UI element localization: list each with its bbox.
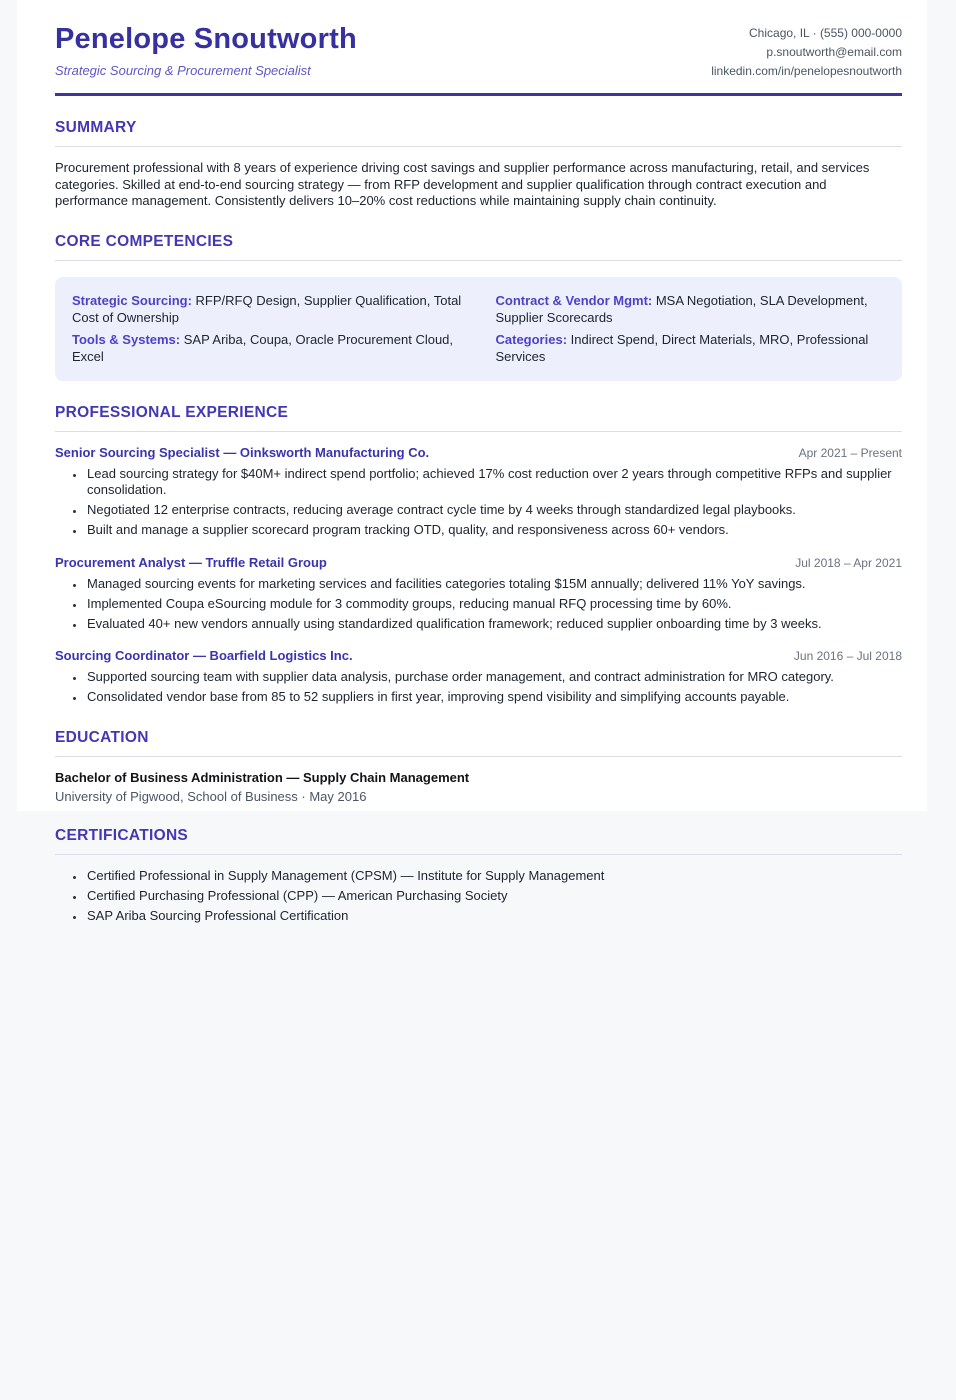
- job-entry: [55, 445, 902, 539]
- job-bullet: • Negotiated 12 enterprise contracts, reducing average contract cycle time by 4 weeks through standardized legal playbooks.: [85, 502, 902, 519]
- job-entry: [55, 555, 902, 633]
- header-divider: [55, 93, 902, 96]
- competency-value: SAP Ariba, Coupa, Oracle Procurement Cloud, Excel: [72, 331, 454, 364]
- education-degree: Bachelor of Business Administration — Supply Chain Management: [55, 769, 470, 785]
- section-education: [55, 729, 902, 804]
- resume-header: [55, 22, 902, 96]
- candidate-name: Penelope Snoutworth: [55, 23, 357, 55]
- competency-label: Categories:: [495, 331, 568, 347]
- education-school: University of Pigwood, School of Business · May 2016: [55, 788, 367, 804]
- section-experience: [55, 404, 902, 706]
- competency-value: MSA Negotiation, SLA Development, Supplier Scorecards: [495, 292, 868, 325]
- job-bullet: • Managed sourcing events for marketing services and facilities categories totaling $15M annually; delivered 11% YoY savings.: [85, 576, 902, 593]
- job-bullet: • Supported sourcing team with supplier data analysis, purchase order management, and contract administration for MRO category.: [85, 669, 902, 686]
- competencies-heading: CORE COMPETENCIES: [55, 233, 902, 261]
- competencies-box: [55, 277, 902, 381]
- competency-label: Contract & Vendor Mgmt:: [495, 292, 653, 308]
- competency-item: [72, 292, 462, 326]
- competency-value: Indirect Spend, Direct Materials, MRO, Professional Services: [495, 331, 869, 364]
- section-certifications: [55, 827, 902, 925]
- certification-item: • SAP Ariba Sourcing Professional Certification: [85, 908, 902, 925]
- job-header: [55, 445, 902, 460]
- job-dates: Apr 2021 – Present: [798, 445, 902, 460]
- job-header: [55, 555, 902, 570]
- section-core-competencies: [55, 233, 902, 381]
- job-bullet: • Lead sourcing strategy for $40M+ indirect spend portfolio; achieved 17% cost reduction over 2 years through competitive RFPs and supplier consolidation.: [85, 466, 902, 499]
- contact-linkedin: linkedin.com/in/penelopesnoutworth: [711, 64, 902, 78]
- competency-item: [72, 331, 462, 365]
- experience-heading: PROFESSIONAL EXPERIENCE: [55, 404, 902, 432]
- contact-email: p.snoutworth@email.com: [766, 45, 902, 59]
- job-bullets: [55, 466, 902, 539]
- education-heading: EDUCATION: [55, 729, 902, 757]
- competency-label: Strategic Sourcing:: [72, 292, 192, 308]
- resume-sheet: [17, 0, 927, 923]
- competency-item: [496, 331, 886, 365]
- job-title: Sourcing Coordinator — Boarfield Logistics Inc.: [55, 648, 353, 663]
- job-dates: Jul 2018 – Apr 2021: [795, 555, 902, 570]
- job-bullets: [55, 669, 902, 706]
- job-bullets: [55, 576, 902, 633]
- certifications-heading: CERTIFICATIONS: [55, 827, 902, 855]
- job-bullet: • Consolidated vendor base from 85 to 52 suppliers in first year, improving spend visibility and simplifying accounts payable.: [85, 689, 902, 706]
- contact-block: [711, 24, 902, 81]
- job-entry: [55, 648, 902, 706]
- job-title: Procurement Analyst — Truffle Retail Group: [55, 554, 327, 570]
- certification-item: • Certified Purchasing Professional (CPP) — American Purchasing Society: [85, 888, 902, 905]
- competency-label: Tools & Systems:: [72, 331, 181, 347]
- contact-location-phone: Chicago, IL · (555) 000-0000: [749, 26, 902, 40]
- job-bullet: • Evaluated 40+ new vendors annually using standardized qualification framework; reduced supplier onboarding time by 3 weeks.: [85, 616, 902, 633]
- competency-value: RFP/RFQ Design, Supplier Qualification, Total Cost of Ownership: [72, 292, 462, 325]
- summary-heading: SUMMARY: [55, 119, 902, 147]
- certification-item: • Certified Professional in Supply Management (CPSM) — Institute for Supply Management: [85, 868, 902, 885]
- candidate-title: Strategic Sourcing & Procurement Specialist: [55, 63, 311, 78]
- job-bullet: • Implemented Coupa eSourcing module for 3 commodity groups, reducing manual RFQ processing time by 60%.: [85, 596, 902, 613]
- section-summary: [55, 119, 902, 210]
- certification-list: [55, 868, 902, 925]
- summary-text: Procurement professional with 8 years of experience driving cost savings and supplier performance across manufacturing, retail, and services categories. Skilled at end-to-end sourcing strategy — from RFP development and supplier qualification through contract execution and performance management. Consistently delivers 10–20% cost reductions while maintaining supply chain continuity.: [55, 160, 870, 208]
- competency-item: [496, 292, 886, 326]
- job-dates: Jun 2016 – Jul 2018: [793, 649, 902, 663]
- job-bullet: • Built and manage a supplier scorecard program tracking OTD, quality, and responsiveness across 60+ vendors.: [85, 522, 902, 539]
- job-header: [55, 648, 902, 663]
- job-title: Senior Sourcing Specialist — Oinksworth Manufacturing Co.: [55, 444, 430, 460]
